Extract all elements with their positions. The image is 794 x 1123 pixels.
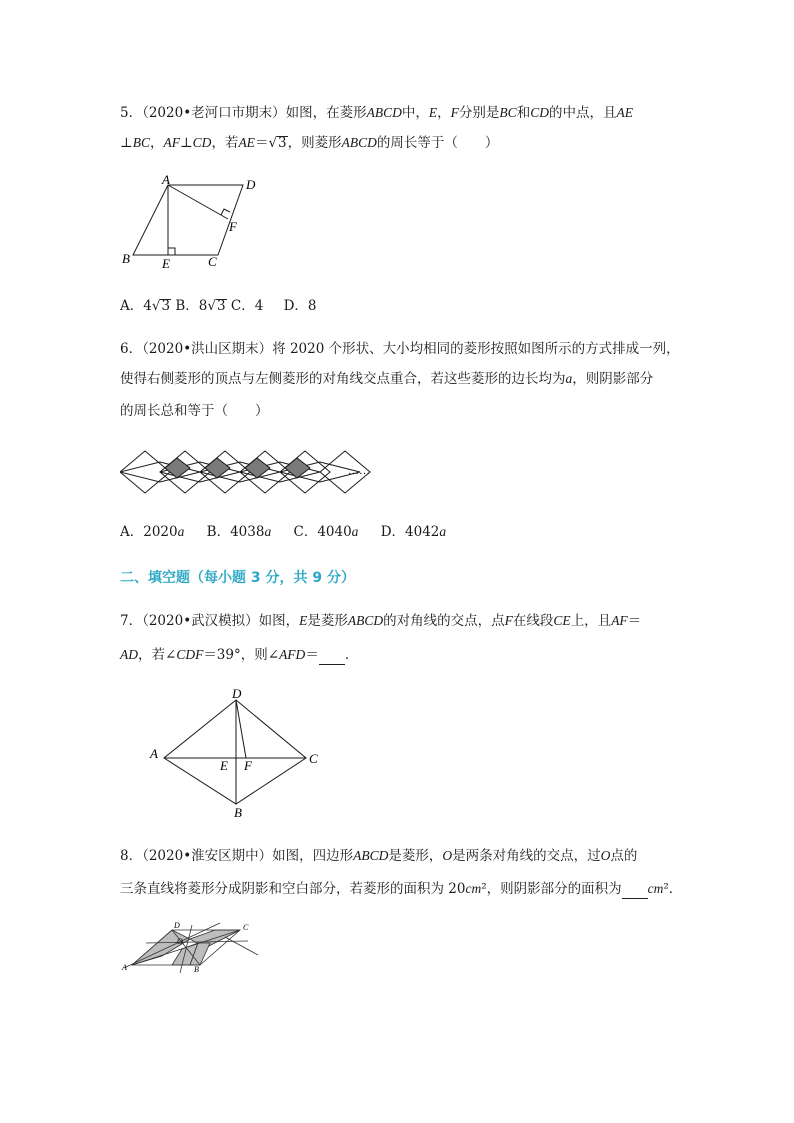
q5-text: ，	[149, 135, 164, 151]
q5-text: ⊥	[179, 135, 193, 151]
option-var: a	[264, 524, 272, 539]
q7-var: CDF	[176, 647, 204, 662]
q7-label-a: A	[150, 746, 158, 761]
option-c: C．4	[230, 298, 264, 314]
q5-right-angle-e	[168, 248, 175, 255]
q5-var: ABCD	[341, 135, 377, 150]
q6-line-2	[120, 369, 653, 389]
q5-label-d: D	[246, 177, 256, 192]
option-d: D．4042	[380, 524, 440, 540]
q5-var: AE	[616, 105, 633, 120]
option-var: a	[177, 524, 185, 539]
q7-line-2	[120, 645, 358, 665]
q7-text: ．	[344, 647, 359, 663]
q5-label-c: C	[208, 254, 217, 269]
q5-line-1	[120, 103, 633, 123]
q7-label-e: E	[220, 758, 228, 773]
sqrt-sign: √	[268, 135, 278, 151]
q6-text: ，则阴影部分	[572, 371, 654, 387]
q7-segment-df	[236, 700, 246, 758]
q6-var: a	[565, 371, 573, 386]
q5-var: CD	[192, 135, 212, 150]
q7-text: ＝	[305, 647, 319, 663]
q5-text: 中，	[401, 105, 429, 121]
q8-label-b: B	[194, 965, 199, 974]
q5-var: AE	[238, 135, 255, 150]
q8-text: ²，则阴影部分的面积为	[481, 881, 622, 897]
q6-ellipsis: ……	[348, 465, 370, 477]
option-d: D．8	[283, 298, 317, 314]
option-var: a	[439, 524, 447, 539]
q8-line	[225, 937, 258, 955]
q7-line-1	[120, 611, 641, 631]
q8-text: 是菱形，	[388, 848, 443, 864]
q5-text: 分别是	[458, 105, 500, 121]
q5-text: 和	[516, 105, 531, 121]
q8-rhombus-figure	[120, 915, 270, 977]
q5-text: ＝	[254, 135, 269, 151]
option-c: C．4040	[293, 524, 352, 540]
q8-var: O	[442, 848, 453, 863]
q5-text: 的中点，且	[548, 105, 617, 121]
q5-var: AF	[163, 135, 180, 150]
q5-var: CD	[530, 105, 549, 120]
q5-text: ，若	[211, 135, 239, 151]
q5-label-a: A	[162, 175, 170, 187]
sqrt-sign: √	[151, 298, 161, 314]
q7-text: 7．（2020•武汉模拟）如图，	[120, 613, 300, 629]
q7-var: ABCD	[347, 613, 384, 628]
q8-text: 8．（2020•淮安区期中）如图，四边形	[120, 848, 354, 864]
option-a: A．2020	[120, 524, 178, 540]
q5-label-f: F	[229, 219, 237, 234]
q8-label-c: C	[243, 923, 249, 932]
q5-right-angle-f	[221, 209, 230, 215]
q7-rhombus	[164, 700, 306, 804]
q5-var: BC	[132, 135, 150, 150]
q8-var: O	[600, 848, 611, 863]
q6-line-1: 6．（2020•洪山区期末）将 2020 个形状、大小均相同的菱形按照如图所示的方式排成一列，	[120, 341, 680, 357]
q7-label-b: B	[234, 805, 242, 820]
q8-line-1	[120, 846, 637, 866]
option-b: B．8	[175, 298, 208, 314]
q5-segment-af	[168, 185, 228, 219]
q7-rhombus-figure	[146, 688, 326, 820]
q5-text: ，则菱形	[287, 135, 342, 151]
q8-var: ABCD	[353, 848, 389, 863]
q8-text: 是两条对角线的交点，过	[452, 848, 601, 864]
q8-line-2	[120, 879, 682, 899]
answer-blank[interactable]	[319, 650, 345, 665]
q7-text: 上，且	[570, 613, 612, 629]
q7-var: AF	[611, 613, 628, 628]
q7-var: E	[299, 613, 308, 628]
q5-text: 的周长等于（ ）	[376, 135, 499, 151]
q8-text: 三条直线将菱形分成阴影和空白部分，若菱形的面积为 20	[120, 881, 466, 897]
q7-label-c: C	[309, 751, 318, 766]
option-a: A．4	[120, 298, 152, 314]
q8-label-d: D	[174, 921, 180, 930]
q7-text: 是菱形	[307, 613, 348, 629]
q6-rhombus	[120, 451, 170, 493]
q5-rhombus	[133, 185, 243, 255]
q5-label-e: E	[162, 256, 170, 271]
q8-unit: cm	[465, 881, 482, 896]
q5-text: ⊥	[120, 135, 133, 151]
section-heading: 二、填空题（每小题 3 分，共 9 分）	[120, 570, 355, 586]
q8-unit: cm	[647, 881, 664, 896]
option-b: B．4038	[206, 524, 265, 540]
sqrt-value: 3	[216, 298, 226, 314]
q7-text: 在线段	[512, 613, 554, 629]
q5-options	[120, 296, 317, 316]
q5-var: ABCD	[366, 105, 402, 120]
sqrt-sign: √	[207, 298, 216, 314]
q7-text: ，若∠	[138, 647, 177, 663]
q7-text: ＝39°，则∠	[203, 647, 280, 663]
q5-label-b: B	[122, 251, 130, 266]
q6-options	[120, 522, 446, 542]
q8-text: ²．	[663, 881, 683, 897]
q7-var: AFD	[279, 647, 306, 662]
q5-rhombus-figure	[118, 175, 258, 275]
q8-label-a: A	[122, 963, 127, 972]
q7-text: ＝	[627, 613, 642, 629]
q8-label-o: O	[177, 937, 183, 946]
q7-var: F	[504, 613, 513, 628]
q5-text: 5．（2020•老河口市期末）如图，在菱形	[120, 105, 367, 121]
q8-text: 点的	[610, 848, 638, 864]
answer-blank[interactable]	[622, 884, 648, 899]
q7-var: CE	[553, 613, 571, 628]
q5-var: BC	[499, 105, 517, 120]
q7-label-d: D	[232, 688, 242, 701]
q5-text: ，	[437, 105, 451, 121]
q6-line-3: 的周长总和等于（ ）	[120, 403, 269, 419]
q7-text: 的对角线的交点，点	[383, 613, 505, 629]
q5-var: E	[428, 105, 438, 120]
sqrt-value: 3	[161, 298, 171, 314]
sqrt-value: 3	[278, 135, 287, 151]
q6-rhombus-chain	[120, 448, 380, 496]
q5-line-2	[120, 133, 498, 153]
q7-label-f: F	[244, 758, 252, 773]
option-var: a	[351, 524, 359, 539]
q7-var: AD	[120, 647, 138, 662]
q6-text: 使得右侧菱形的顶点与左侧菱形的对角线交点重合，若这些菱形的边长均为	[120, 371, 566, 387]
q5-var: F	[450, 105, 459, 120]
